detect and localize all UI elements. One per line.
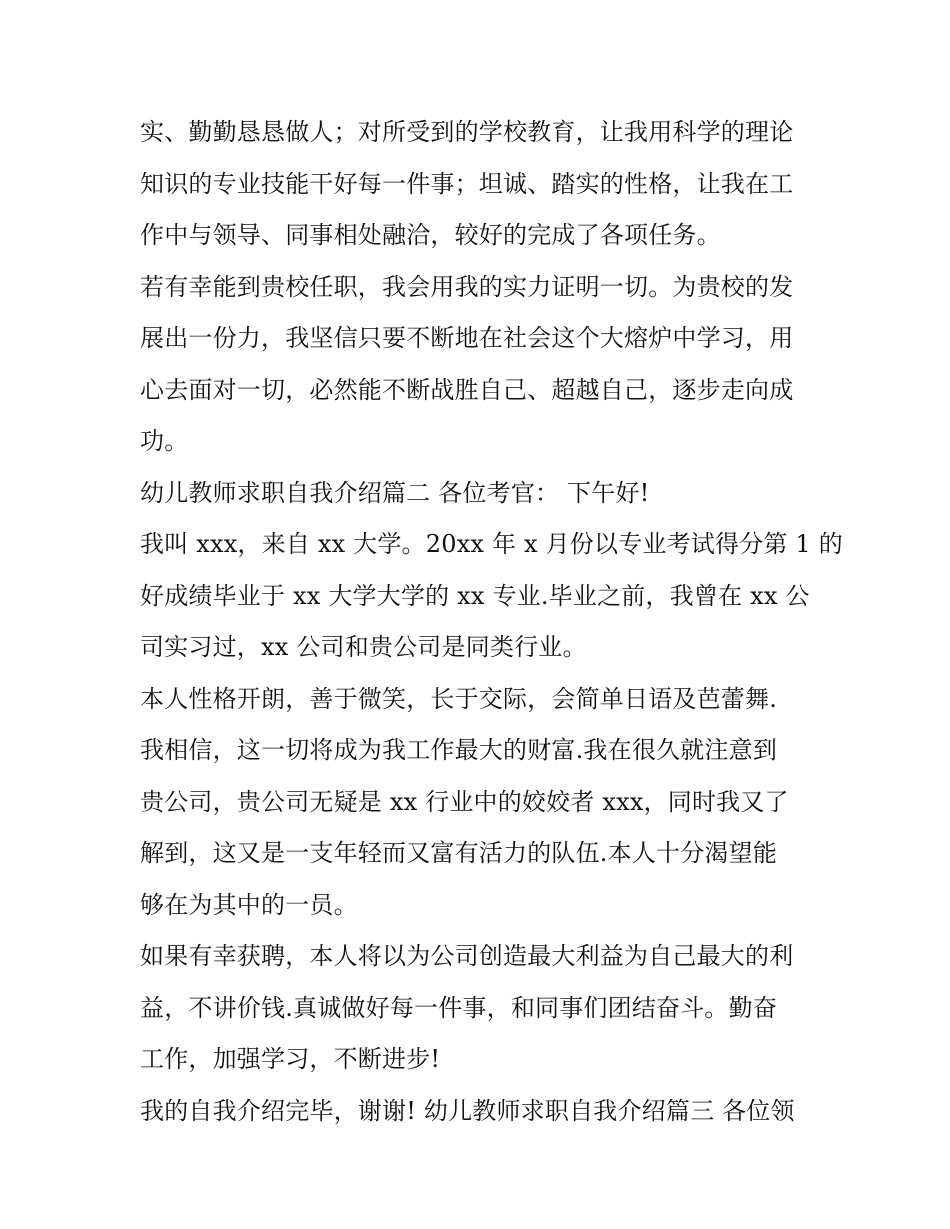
text-line: 作中与领导、同事相处融洽，较好的完成了各项任务。 [140,221,721,249]
text-line: 解到，这又是一支年轻而又富有活力的队伍.本人十分渴望能 [140,839,778,867]
text-line: 如果有幸获聘，本人将以为公司创造最大利益为自己最大的利 [140,942,794,970]
text-line: 本人性格开朗，善于微笑，长于交际，会简单日语及芭蕾舞. [140,684,778,713]
text-line: 展出一份力，我坚信只要不断地在社会这个大熔炉中学习，用 [140,324,794,352]
text-line: 工作，加强学习，不断进步! [140,1045,441,1073]
text-line: 实、勤勤恳恳做人；对所受到的学校教育，让我用科学的理论 [140,118,794,146]
text-line: 够在为其中的一员。 [140,890,358,919]
text-line: 好成绩毕业于 xx 大学大学的 xx 专业.毕业之前，我曾在 xx 公 [140,581,810,610]
text-line: 我相信，这一切将成为我工作最大的财富.我在很久就注意到 [140,736,778,764]
text-line: 司实习过，xx 公司和贵公司是同类行业。 [140,633,587,661]
document-body [140,107,843,1137]
text-line: 功。 [140,427,189,455]
text-line: 益，不讲价钱.真诚做好每一件事，和同事们团结奋斗。勤奋 [140,993,778,1022]
text-line: 若有幸能到贵校任职，我会用我的实力证明一切。为贵校的发 [140,272,794,301]
text-line: 我叫 xxx，来自 xx 大学。20xx 年 x 月份以专业考试得分第 1 的 [140,530,843,558]
text-line: 我的自我介绍完毕，谢谢! 幼儿教师求职自我介绍篇三 各位领 [140,1096,795,1125]
text-line: 心去面对一切，必然能不断战胜自己、超越自己，逐步走向成 [140,375,794,404]
text-line: 知识的专业技能干好每一件事；坦诚、踏实的性格，让我在工 [140,169,794,198]
section-heading-line: 幼儿教师求职自我介绍篇二 各位考官： 下午好! [140,478,650,507]
text-line: 贵公司，贵公司无疑是 xx 行业中的姣姣者 xxx，同时我又了 [140,787,789,816]
